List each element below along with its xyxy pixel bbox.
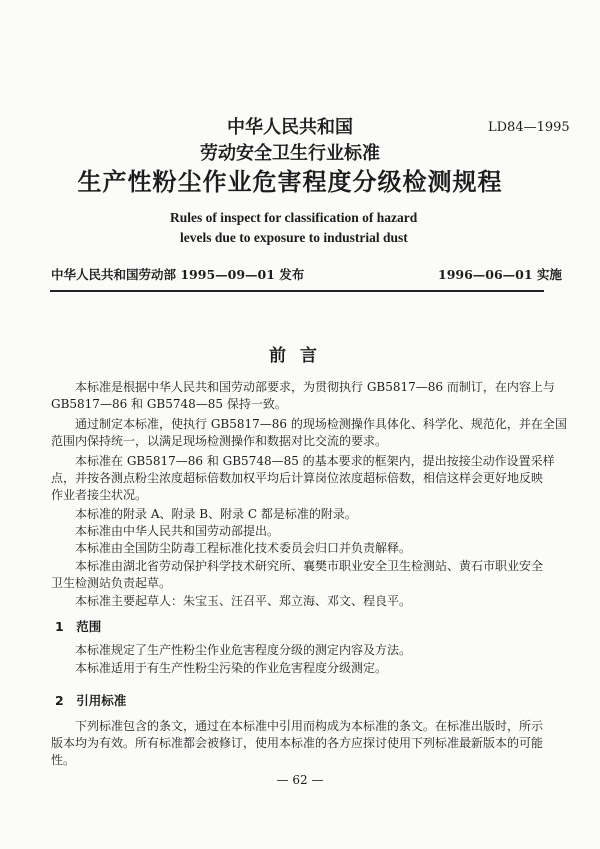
foreword-line: 本标准的附录 A、附录 B、附录 C 都是标准的附录。 [75,507,357,521]
section-1-line: 本标准适用于有生产性粉尘污染的作业危害程度分级测定。 [75,661,388,675]
english-title-line-1: Rules of inspect for classification of hazard [170,210,418,225]
document-title: 生产性粉尘作业危害程度分级检测规程 [77,168,503,196]
effective-date: 1996—06—01 实施 [438,267,562,282]
foreword-line: 通过制定本标准，使执行 GB5817—86 的现场检测操作具体化、科学化、规范化，并在全国 [75,417,567,431]
foreword-heading: 前言 [269,346,331,366]
section-1-line: 本标准规定了生产性粉尘作业危害程度分级的测定内容及方法。 [75,643,412,657]
english-title-line-2: levels due to exposure to industrial dust [180,230,408,245]
section-2-line: 下列标准包含的条文，通过在本标准中引用而构成为本标准的条文。在标准出版时，所示 [75,719,544,733]
foreword-line: 点，并按各测点粉尘浓度超标倍数加权平均后计算岗位浓度超标倍数，相信这样会更好地反映 [51,471,544,485]
foreword-line: 本标准由全国防尘防毒工程标准化技术委员会归口并负责解释。 [75,541,412,555]
foreword-line: 本标准在 GB5817—86 和 GB5748—85 的基本要求的框架内，提出按接尘动作设置采样 [75,454,555,468]
foreword-line: 本标准由中华人民共和国劳动部提出。 [75,524,280,538]
standard-code: LD84—1995 [488,120,570,135]
section-2-line: 版本均为有效。所有标准都会被修订，使用本标准的各方应探讨使用下列标准最新版本的可能 [51,736,544,750]
foreword-line: 卫生检测站负责起草。 [51,576,172,590]
foreword-line: 范围内保持统一，以满足现场检测操作和数据对比交流的要求。 [51,434,388,448]
section-2-line: 性。 [51,753,76,767]
title-line-1: 中华人民共和国 [227,117,353,138]
page-number: — 62 — [276,773,324,787]
foreword-line: 本标准主要起草人：朱宝玉、汪召平、郑立海、邓文、程良平。 [75,594,412,608]
foreword-line: GB5817—86 和 GB5748—85 保持一致。 [51,397,287,411]
section-2-heading: 2 引用标准 [55,693,127,708]
issued-date: 中华人民共和国劳动部 1995—09—01 发布 [51,267,305,282]
header-divider [50,290,544,292]
foreword-line: 作业者接尘状况。 [51,488,148,502]
foreword-line: 本标准是根据中华人民共和国劳动部要求，为贯彻执行 GB5817—86 而制订，在内容上与 [75,380,555,394]
section-1-heading: 1 范围 [55,619,102,634]
title-line-2: 劳动安全卫生行业标准 [200,143,380,164]
foreword-line: 本标准由湖北省劳动保护科学技术研究所、襄樊市职业安全卫生检测站、黄石市职业安全 [75,559,544,573]
